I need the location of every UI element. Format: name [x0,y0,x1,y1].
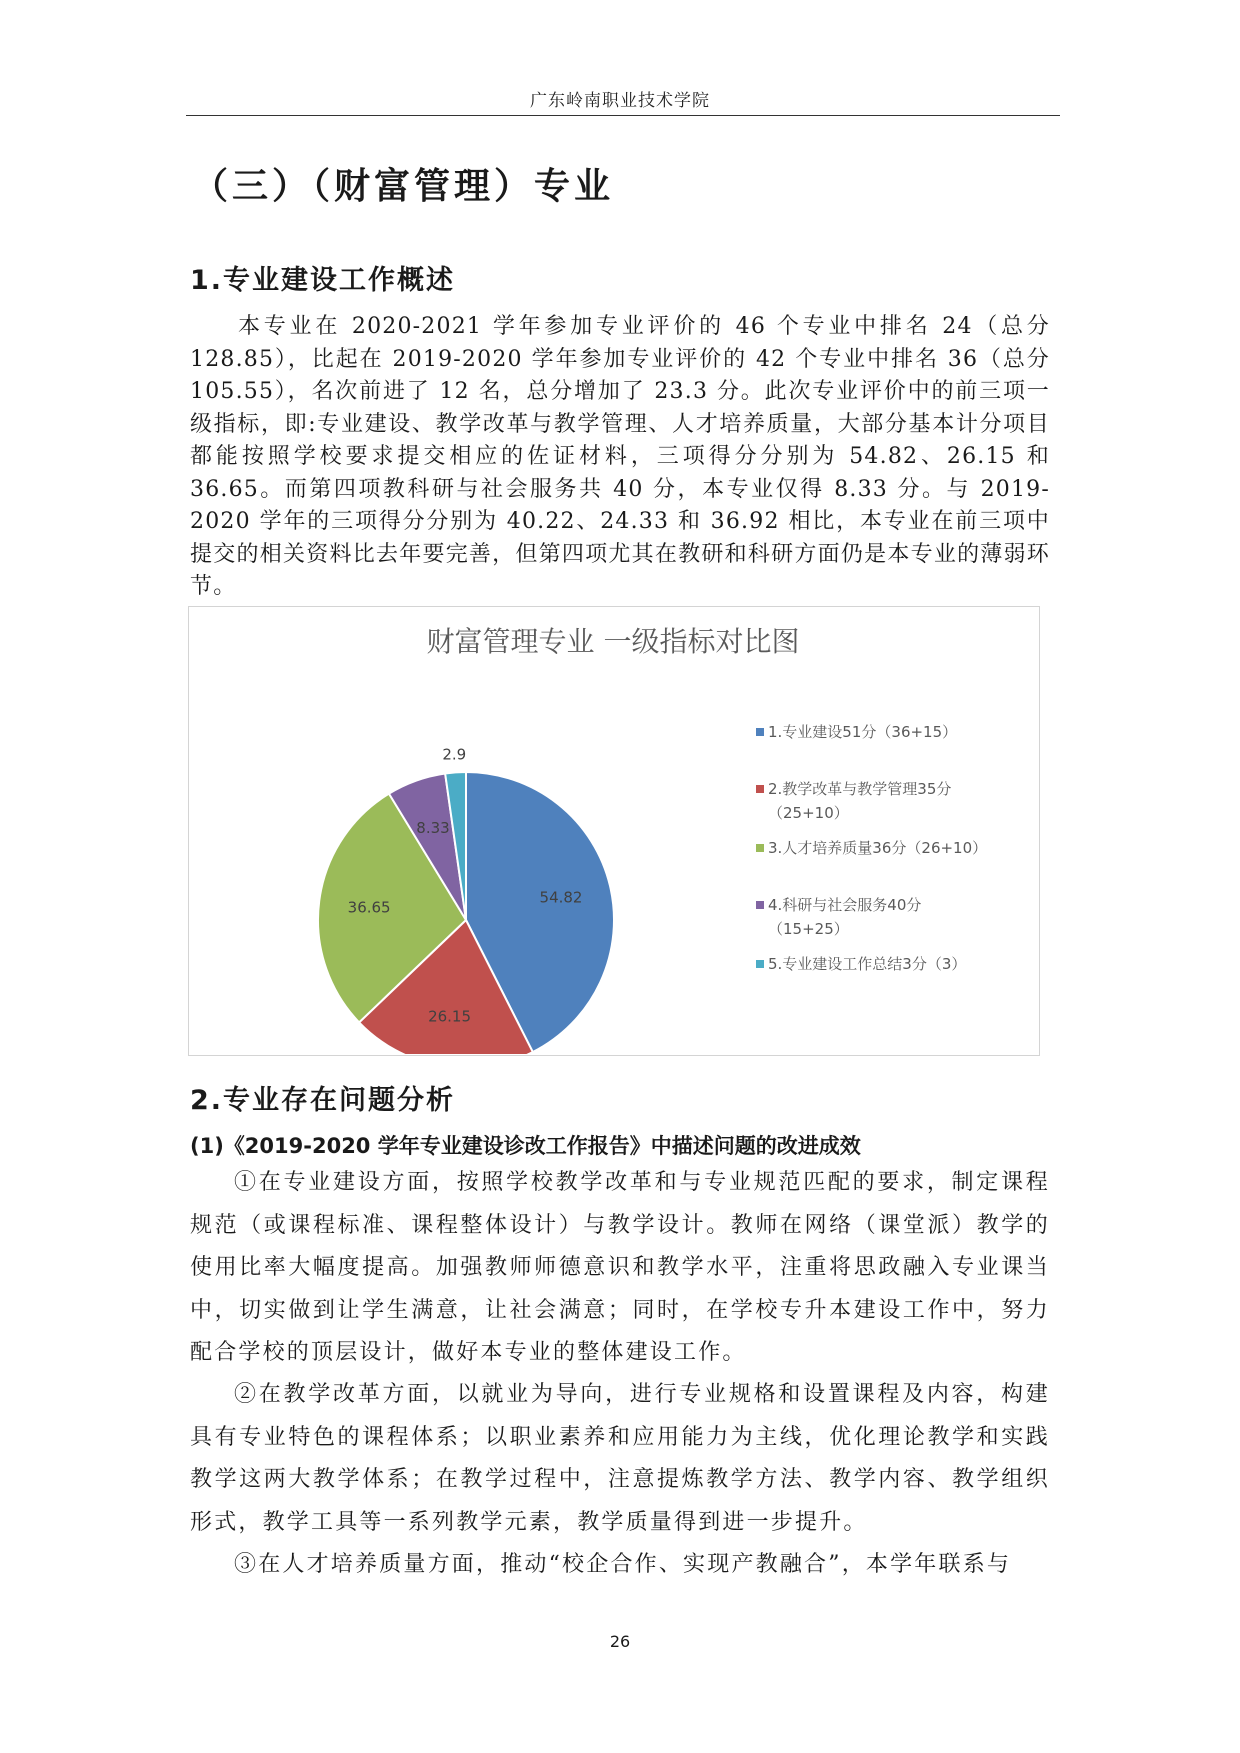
item-paragraph-1: ①在专业建设方面，按照学校教学改革和与专业规范匹配的要求，制定课程规范（或课程标准、课程整体设计）与教学设计。教师在网络（课堂派）教学的使用比率大幅度提高。加强教师师德意识和教学水平，注重将思政融入专业课当中，切实做到让学生满意，让社会满意；同时，在学校专升本建设工作中，努力配合学校的顶层设计，做好本专业的整体建设工作。 [190,1170,1050,1365]
legend-swatch-4 [756,901,764,909]
legend-item-4 [756,893,1036,941]
overview-paragraph: 本专业在 2020-2021 学年参加专业评价的 46 个专业中排名 24（总分 128.85），比起在 2019-2020 学年参加专业评价的 42 个专业中排名 36（总分 105.55），名次前进了 12 名，总分增加了 23.3 分。此次专业评价中的前三项一级指标，即:专业建设、教学改革与教学管理、人才培养质量，大部分基本计分项目都能按照学校要求提交相应的佐证材料，三项得分分别为 54.82、26.15 和 36.65。而第四项教科研与社会服务共 40 分，本专业仅得 8.33 分。与 2019-2020 学年的三项得分分别为 40.22、24.33 和 36.92 相比，本专业在前三项中提交的相关资料比去年要完善，但第四项尤其在教研和科研方面仍是本专业的薄弱环节。 [190,314,1050,599]
item-paragraph-3: ③在人才培养质量方面，推动“校企合作、实现产教融合”，本学年联系与 [234,1552,1012,1577]
chart-title: 财富管理专业 一级指标对比图 [426,625,800,658]
legend-label-3: 3.人才培养质量36分（26+10） [768,839,988,857]
legend-swatch-5 [756,960,764,968]
heading-problems: 2.专业存在问题分析 [190,1085,456,1116]
page-header: 广东岭南职业技术学院 [530,91,710,111]
legend-label-1: 1.专业建设51分（36+15） [768,723,958,741]
header-divider [186,115,1060,116]
item-paragraph-2: ②在教学改革方面，以就业为导向，进行专业规格和设置课程及内容，构建具有专业特色的课程体系；以职业素养和应用能力为主线，优化理论教学和实践教学这两大教学体系；在教学过程中，注意提炼教学方法、教学内容、教学组织形式，教学工具等一系列教学元素，教学质量得到进一步提升。 [190,1382,1050,1535]
legend-label-2: 2.教学改革与教学管理35分 [768,780,952,798]
legend-item-5 [756,952,1036,976]
subheading-improvements: (1)《2019-2020 学年专业建设诊改工作报告》中描述问题的改进成效 [190,1134,861,1158]
legend-item-1 [756,720,1036,744]
pie-label-5: 2.9 [442,745,467,764]
legend-label-4: 4.科研与社会服务40分 [768,896,922,914]
pie-label-2: 26.15 [428,1007,472,1026]
page-number: 26 [609,1632,631,1651]
pie-label-3: 36.65 [347,898,391,917]
section-title: （三）（财富管理）专业 [192,166,615,207]
pie-chart [188,606,1038,1054]
pie-label-1: 54.82 [539,888,583,907]
legend-label-2-cont: （25+10） [768,804,849,822]
legend-label-5: 5.专业建设工作总结3分（3） [768,955,967,973]
legend-label-4-cont: （15+25） [768,920,849,938]
legend-swatch-1 [756,728,764,736]
heading-overview: 1.专业建设工作概述 [190,265,456,296]
legend-item-3 [756,836,1036,860]
legend-swatch-2 [756,785,764,793]
legend-swatch-3 [756,844,764,852]
legend-item-2 [756,777,1036,825]
pie-label-4: 8.33 [416,819,450,838]
